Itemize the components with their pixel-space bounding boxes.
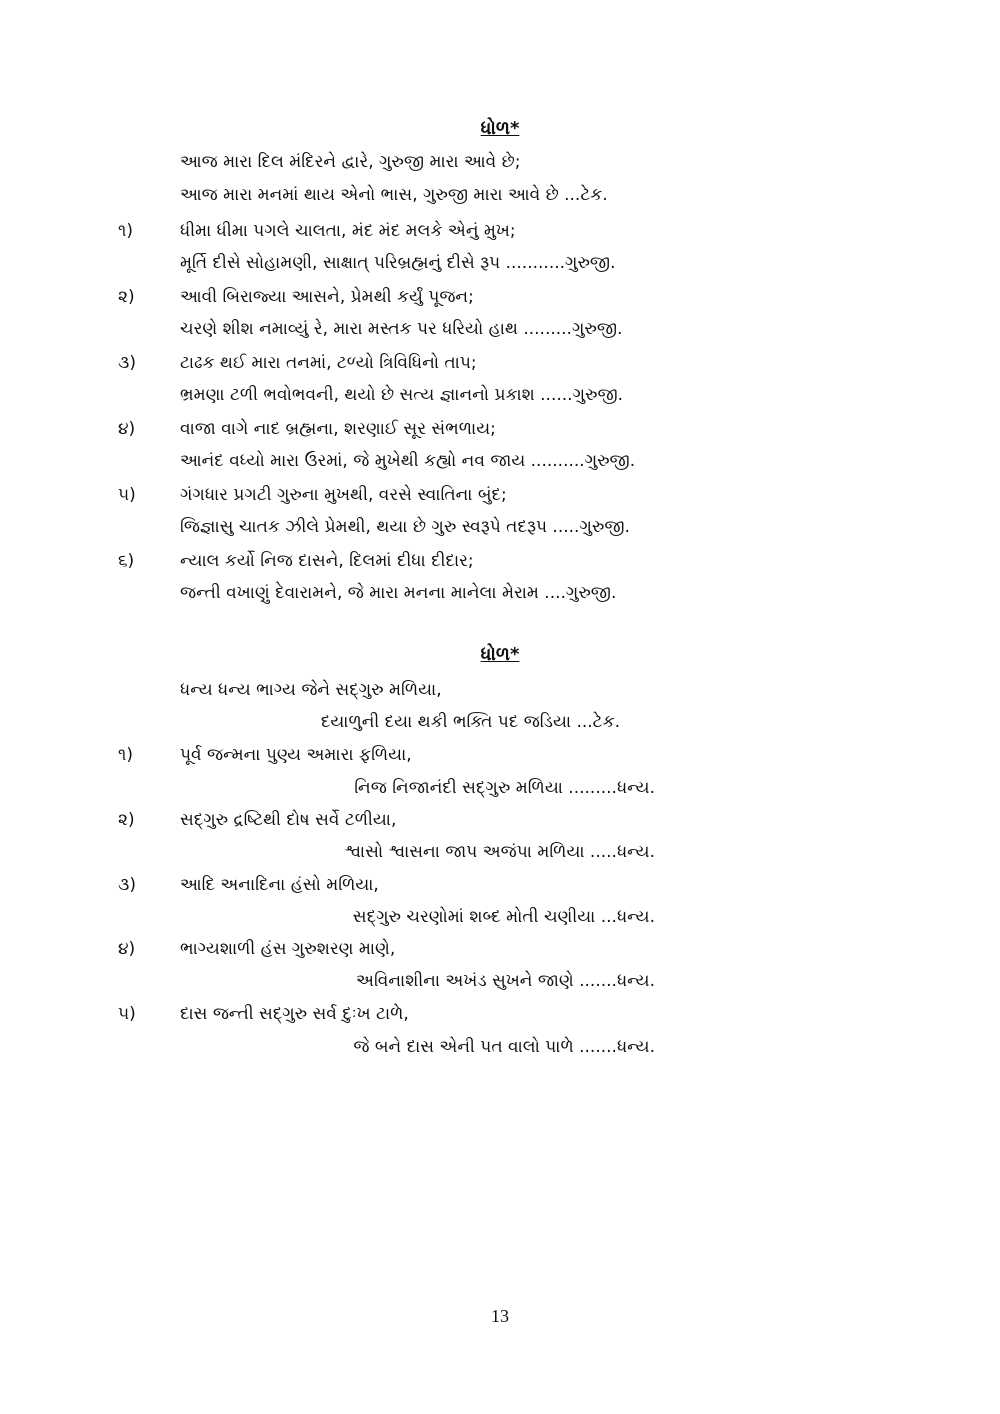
section-1-refrain-line-2: આજ મારા મનમાં થાય એનો ભાસ, ગુરુજી મારા આવે છે ...ટેક. xyxy=(180,185,608,205)
section-2-refrain-line-1: ધન્ય ધન્ય ભાગ્ય જેને સદ્ગુરુ મળિયા, xyxy=(180,680,442,700)
section-2-verse-2-number: ૨) xyxy=(118,810,135,830)
section-2-verse-3-line-1: આદિ અનાદિના હંસો મળિયા, xyxy=(180,875,379,895)
section-1-verse-2-line-2: ચરણે શીશ નમાવ્યું રે, મારા મસ્તક પર ધરિયો હાથ .........ગુરુજી. xyxy=(180,319,623,339)
page-number: 13 xyxy=(491,1306,509,1326)
section-1-verse-2-number: ૨) xyxy=(118,287,135,307)
section-1-refrain-line-1: આજ મારા દિલ મંદિરને દ્વારે, ગુરુજી મારા આવે છે; xyxy=(180,152,521,172)
section-2-verse-2-line-1: સદ્ગુરુ દ્રષ્ટિથી દોષ સર્વે ટળીયા, xyxy=(180,810,397,830)
section-2-verse-2-line-2: શ્વાસો શ્વાસના જાપ અજંપા મળિયા .....ધન્ય. xyxy=(344,842,655,862)
section-2-verse-1-line-1: પૂર્વ જન્મના પુણ્ય અમારા ફળિયા, xyxy=(180,745,412,765)
section-2-verse-4-line-1: ભાગ્યશાળી હંસ ગુરુશરણ માણે, xyxy=(180,939,396,959)
section-2-verse-1-line-2: નિજ નિજાનંદી સદ્ગુરુ મળિયા .........ધન્ય. xyxy=(354,778,655,798)
section-2-verse-3-line-2: સદ્ગુરુ ચરણોમાં શબ્દ મોતી ચણીયા ...ધન્ય. xyxy=(352,907,655,927)
section-1-verse-4-line-2: આનંદ વધ્યો મારા ઉરમાં, જે મુખેથી કહ્યો નવ જાય ..........ગુરુજી. xyxy=(180,451,636,471)
section-2-heading: ધોળ* xyxy=(480,644,520,665)
section-1-verse-6-line-2: જન્તી વખાણું દેવારામને, જે મારા મનના માનેલા મેરામ ....ગુરુજી. xyxy=(180,583,617,603)
section-2-verse-4-number: ૪) xyxy=(118,939,136,959)
section-1-verse-4-number: ૪) xyxy=(118,419,136,439)
section-1-verse-3-number: ૩) xyxy=(118,353,136,373)
section-2-verse-5-line-2: જે બને દાસ એની પત વાલો પાળે .......ધન્ય. xyxy=(353,1037,655,1057)
section-1-verse-4-line-1: વાજા વાગે નાદ બ્રહ્મના, શરણાઈ સૂર સંભળાય; xyxy=(180,419,496,439)
section-2-verse-5-line-1: દાસ જન્તી સદ્ગુરુ સર્વ દુઃખ ટાળે, xyxy=(180,1004,409,1024)
section-1-verse-3-line-1: ટાઢક થઈ મારા તનમાં, ટળ્યો ત્રિવિધિનો તાપ; xyxy=(180,353,477,373)
section-1-verse-5-number: ૫) xyxy=(118,485,136,505)
section-1-verse-6-number: ૬) xyxy=(118,551,135,571)
section-1-verse-1-number: ૧) xyxy=(118,221,133,241)
section-1-verse-1-line-2: મૂર્તિ દીસે સોહામણી, સાક્ષાત્ પરિબ્રહ્મનું દીસે રૂપ ...........ગુરુજી. xyxy=(180,253,616,273)
section-2-verse-3-number: ૩) xyxy=(118,875,136,895)
section-1-verse-1-line-1: ધીમા ધીમા પગલે ચાલતા, મંદ મંદ મલકે એનું મુખ; xyxy=(180,221,516,241)
section-1-verse-2-line-1: આવી બિરાજ્યા આસને, પ્રેમથી કર્યું પૂજન; xyxy=(180,287,474,307)
section-1-heading: ધોળ* xyxy=(480,118,520,139)
section-2-verse-5-number: ૫) xyxy=(118,1004,136,1024)
section-2-verse-1-number: ૧) xyxy=(118,745,133,765)
section-2-refrain-line-2: દયાળુની દયા થકી ભક્તિ પદ જડિયા ...ટેક. xyxy=(320,712,620,732)
section-1-verse-5-line-2: જિજ્ઞાસુ ચાતક ઝીલે પ્રેમથી, થયા છે ગુરુ સ્વરૂપે તદરૂપ .....ગુરુજી. xyxy=(180,517,630,537)
section-1-verse-5-line-1: ગંગધાર પ્રગટી ગુરુના મુખથી, વરસે સ્વાતિના બુંદ; xyxy=(180,485,507,505)
section-1-verse-3-line-2: ભ્રમણા ટળી ભવોભવની, થયો છે સત્ય જ્ઞાનનો પ્રકાશ ......ગુરુજી. xyxy=(180,385,624,405)
section-1-verse-6-line-1: ન્યાલ કર્યો નિજ દાસને, દિલમાં દીધા દીદાર; xyxy=(180,551,474,571)
section-2-verse-4-line-2: અવિનાશીના અખંડ સુખને જાણે .......ધન્ય. xyxy=(356,971,655,991)
